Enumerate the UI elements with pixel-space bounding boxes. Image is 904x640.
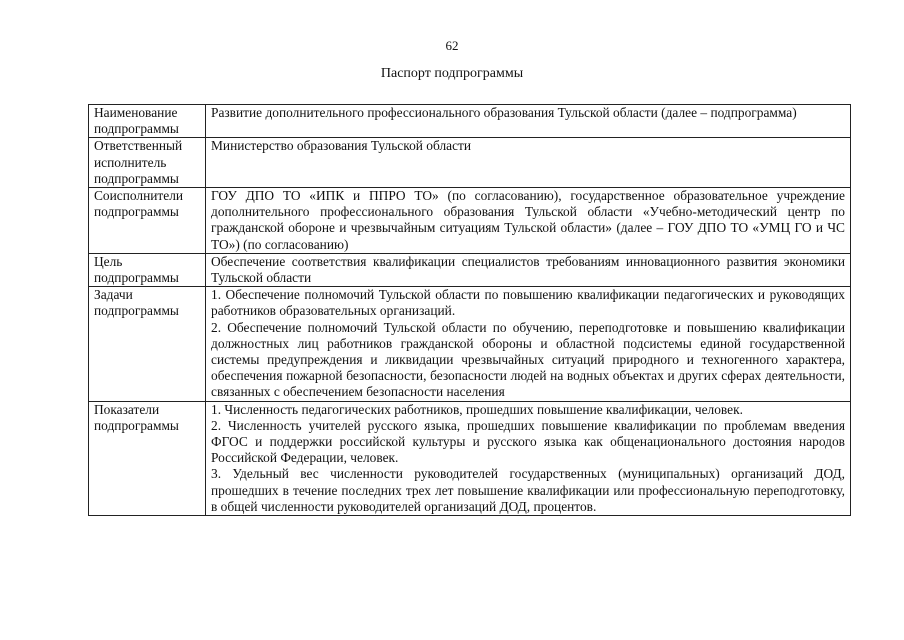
row-value xyxy=(206,253,851,286)
paragraph: 2. Численность учителей русского языка, прошедших повышение квалификации по проблемам введения ФГОС и поддержки российской культуры и русского языка как общенационального достояния народов Российской Федерации, человек. xyxy=(211,417,845,466)
paragraph: Министерство образования Тульской области xyxy=(211,138,472,154)
table-row-indicators xyxy=(89,401,851,515)
table-row-goal xyxy=(89,253,851,286)
row-label: Соисполнители подпрограммы xyxy=(89,188,206,254)
row-value xyxy=(206,287,851,401)
table-row-co-executors xyxy=(89,188,851,254)
paragraph: Развитие дополнительного профессионального образования Тульской области (далее – подпрограмма) xyxy=(211,105,797,120)
page-number: 62 xyxy=(445,38,459,53)
table-row-responsible-executor xyxy=(89,138,851,188)
paragraph: ГОУ ДПО ТО «ИПК и ППРО ТО» (по согласованию), государственное образовательное учреждение дополнительного профессионального образования Тульской области «Учебно-методический центр по гражданской обороне и чрезвычайным ситуациям Тульской области» (далее – ГОУ ДПО ТО «УМЦ ГО и ЧС ТО») (по согласованию) xyxy=(211,188,845,252)
table-row-tasks xyxy=(89,287,851,401)
row-label: Цель подпрограммы xyxy=(89,253,206,286)
row-label: Задачи подпрограммы xyxy=(89,287,206,401)
subprogram-passport-table xyxy=(88,104,851,516)
row-label: Ответственный исполнитель подпрограммы xyxy=(89,138,206,188)
document-title: Паспорт подпрограммы xyxy=(380,66,524,81)
table-row-name xyxy=(89,105,851,138)
row-label: Показатели подпрограммы xyxy=(89,401,206,515)
paragraph: 1. Численность педагогических работников, прошедших повышение квалификации, человек. xyxy=(211,401,743,417)
paragraph: 3. Удельный вес численности руководителей государственных (муниципальных) организаций ДОД, прошедших в течение последних трех лет повышение квалификации или профессиональную переподготовку, в общей численности руководителей организаций ДОД, процентов. xyxy=(211,466,845,514)
row-value xyxy=(206,401,851,515)
row-value xyxy=(206,188,851,254)
paragraph: Обеспечение соответствия квалификации специалистов требованиям инновационного развития экономики Тульской области xyxy=(211,253,845,286)
paragraph: 1. Обеспечение полномочий Тульской области по повышению квалификации педагогических и руководящих работников образовательных организаций. xyxy=(211,287,845,319)
row-label: Наименование подпрограммы xyxy=(89,105,206,138)
row-value xyxy=(206,105,851,138)
row-value xyxy=(206,138,851,188)
paragraph: 2. Обеспечение полномочий Тульской области по обучению, переподготовке и повышению квалификации должностных лиц работников гражданской обороны и областной подсистемы единой государственной системы предупреждения и ликвидации чрезвычайных ситуаций природного и техногенного характера, обеспечения пожарной безопасности, безопасности людей на водных объектах и других сферах деятельности, связанных с обеспечением безопасности населения xyxy=(211,319,845,400)
